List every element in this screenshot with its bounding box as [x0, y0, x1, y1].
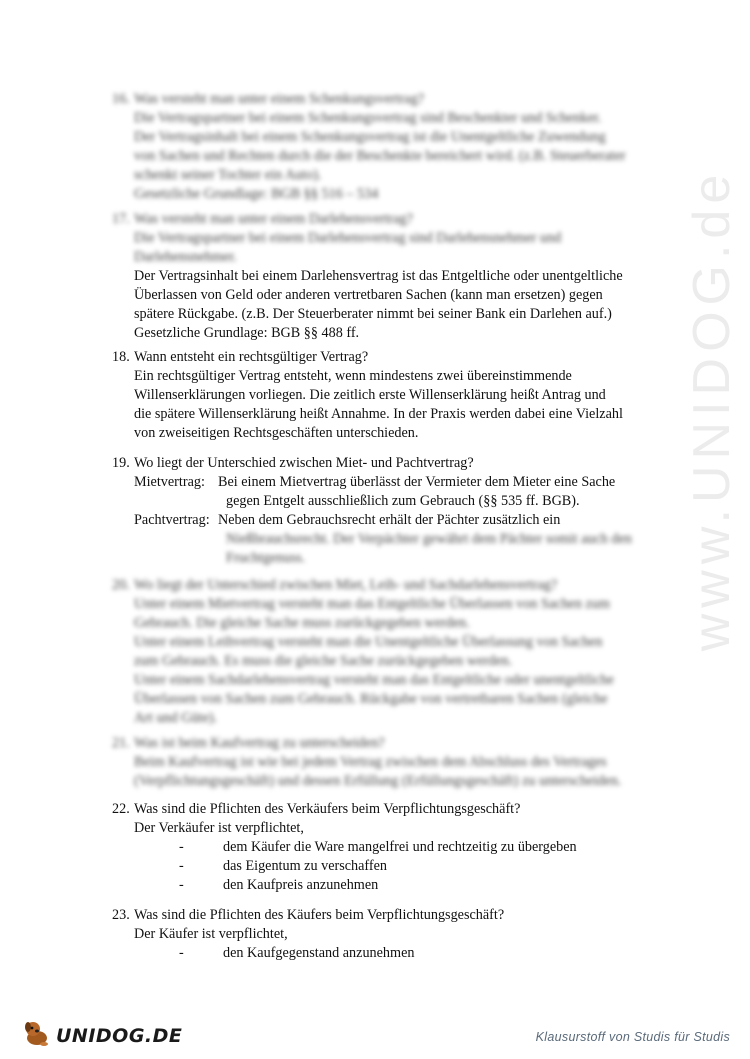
list-item-text: den Kaufpreis anzunehmen [223, 877, 379, 893]
question-number: 19. [112, 455, 130, 471]
answer-line: Willenserklärungen vorliegen. Die zeitlich erste Willenserklärung heißt Antrag und [134, 387, 606, 403]
question-19 [112, 454, 672, 568]
list-dash: - [179, 839, 184, 855]
question-text: Was versteht man unter einem Darlehensvertrag? [134, 211, 413, 227]
dog-mascot-icon [22, 1018, 52, 1053]
answer-line: Art und Güte). [134, 710, 218, 726]
question-number: 18. [112, 349, 130, 365]
answer-line: Der Vertragsinhalt bei einem Schenkungsvertrag ist die Unentgeltliche Zuwendung [134, 129, 606, 145]
question-text: Was ist beim Kaufvertrag zu unterscheiden? [134, 735, 385, 751]
answer-line: Unter einem Sachdarlehensvertrag versteht man das Entgeltliche oder unentgeltliche [134, 672, 614, 688]
answer-line: (Verpflichtungsgeschäft) und dessen Erfüllung (Erfüllungsgeschäft) zu unterscheiden. [134, 773, 622, 789]
duty-list [112, 944, 672, 963]
list-dash: - [179, 877, 184, 893]
question-20 [112, 576, 672, 728]
list-item [112, 857, 672, 876]
answer-line: von zweiseitigen Rechtsgeschäften unterschieden. [134, 425, 419, 441]
definition-line: Bei einem Mietvertrag überlässt der Vermieter dem Mieter eine Sache [218, 474, 616, 490]
footer-logo[interactable] [22, 1018, 182, 1053]
answer-line: Die Vertragspartner bei einem Schenkungsvertrag sind Beschenkter und Schenker. [134, 110, 602, 126]
question-number: 22. [112, 801, 130, 817]
question-text: Wann entsteht ein rechtsgültiger Vertrag? [134, 349, 369, 365]
list-item [112, 876, 672, 895]
answer-line: Beim Kaufvertrag ist wie bei jedem Vertrag zwischen dem Abschluss des Vertrages [134, 754, 607, 770]
footer-tagline: Klausurstoff von Studis für Studis [535, 1030, 730, 1044]
answer-line: Überlassen von Geld oder anderen vertretbaren Sachen (kann man ersetzen) gegen [134, 287, 603, 303]
answer-intro: Der Käufer ist verpflichtet, [134, 926, 288, 942]
question-number: 17. [112, 211, 130, 227]
answer-line: Überlassen von Sachen zum Gebrauch. Rückgabe von vertretbaren Sachen (gleiche [134, 691, 608, 707]
answer-intro: Der Verkäufer ist verpflichtet, [134, 820, 304, 836]
answer-line: Ein rechtsgültiger Vertrag entsteht, wenn mindestens zwei übereinstimmende [134, 368, 572, 384]
term-label: Pachtvertrag: [134, 512, 210, 528]
definition-mietvertrag [112, 473, 672, 511]
question-21 [112, 734, 672, 791]
answer-line: Gebrauch. Die gleiche Sache muss zurückgegeben werden. [134, 615, 470, 631]
answer-line: die spätere Willenserklärung heißt Annahme. In der Praxis werden dabei eine Vielzahl [134, 406, 623, 422]
answer-line: Darlehensnehmer. [134, 249, 237, 265]
question-number: 20. [112, 577, 130, 593]
question-number: 23. [112, 907, 130, 923]
question-number: 21. [112, 735, 130, 751]
question-text: Wo liegt der Unterschied zwischen Miet, Leih- und Sachdarlehensvertrag? [134, 577, 558, 593]
definition-line: Nießbrauchsrecht. Der Verpächter gewährt dem Pächter somit auch den [226, 531, 632, 547]
answer-line: von Sachen und Rechten durch die der Beschenkte bereichert wird. (z.B. Steuerberater [134, 148, 626, 164]
question-17 [112, 210, 672, 343]
list-item [112, 838, 672, 857]
list-item-text: das Eigentum zu verschaffen [223, 858, 388, 874]
question-number: 16. [112, 91, 130, 107]
list-item [112, 944, 672, 963]
answer-line: Die Vertragspartner bei einem Darlehensvertrag sind Darlehensnehmer und [134, 230, 562, 246]
answer-line: Unter einem Mietvertrag versteht man das Entgeltliche Überlassen von Sachen zum [134, 596, 610, 612]
definition-line: gegen Entgelt ausschließlich zum Gebrauch (§§ 535 ff. BGB). [226, 493, 580, 509]
duty-list [112, 838, 672, 895]
question-text: Wo liegt der Unterschied zwischen Miet- und Pachtvertrag? [134, 455, 474, 471]
list-dash: - [179, 945, 184, 961]
watermark: www.UNIDOG.de [683, 168, 741, 652]
question-text: Was sind die Pflichten des Verkäufers beim Verpflichtungsgeschäft? [134, 801, 521, 817]
answer-line: Gesetzliche Grundlage: BGB §§ 516 – 534 [134, 186, 379, 202]
definition-line: Fruchtgenuss. [226, 550, 306, 566]
answer-line: zum Gebrauch. Es muss die gleiche Sache zurückgegeben werden. [134, 653, 513, 669]
question-text: Was sind die Pflichten des Käufers beim Verpflichtungsgeschäft? [134, 907, 505, 923]
question-23 [112, 906, 672, 963]
question-text: Was versteht man unter einem Schenkungsvertrag? [134, 91, 424, 107]
answer-line: spätere Rückgabe. (z.B. Der Steuerberater nimmt bei seiner Bank ein Darlehen auf.) [134, 306, 612, 322]
definition-pachtvertrag [112, 511, 672, 568]
logo-text: UNIDOG.DE [56, 1024, 183, 1047]
question-16 [112, 90, 672, 204]
answer-line: Der Vertragsinhalt bei einem Darlehensvertrag ist das Entgeltliche oder unentgeltliche [134, 268, 623, 284]
list-item-text: dem Käufer die Ware mangelfrei und rechtzeitig zu übergeben [223, 839, 577, 855]
list-item-text: den Kaufgegenstand anzunehmen [223, 945, 415, 961]
term-label: Mietvertrag: [134, 474, 205, 490]
question-22 [112, 800, 672, 895]
answer-line: Unter einem Leihvertrag versteht man die Unentgeltliche Überlassung von Sachen [134, 634, 603, 650]
answer-line: Gesetzliche Grundlage: BGB §§ 488 ff. [134, 325, 360, 341]
definition-line: Neben dem Gebrauchsrecht erhält der Pächter zusätzlich ein [218, 512, 561, 528]
list-dash: - [179, 858, 184, 874]
answer-line: schenkt seiner Tochter ein Auto). [134, 167, 322, 183]
question-18 [112, 348, 672, 443]
